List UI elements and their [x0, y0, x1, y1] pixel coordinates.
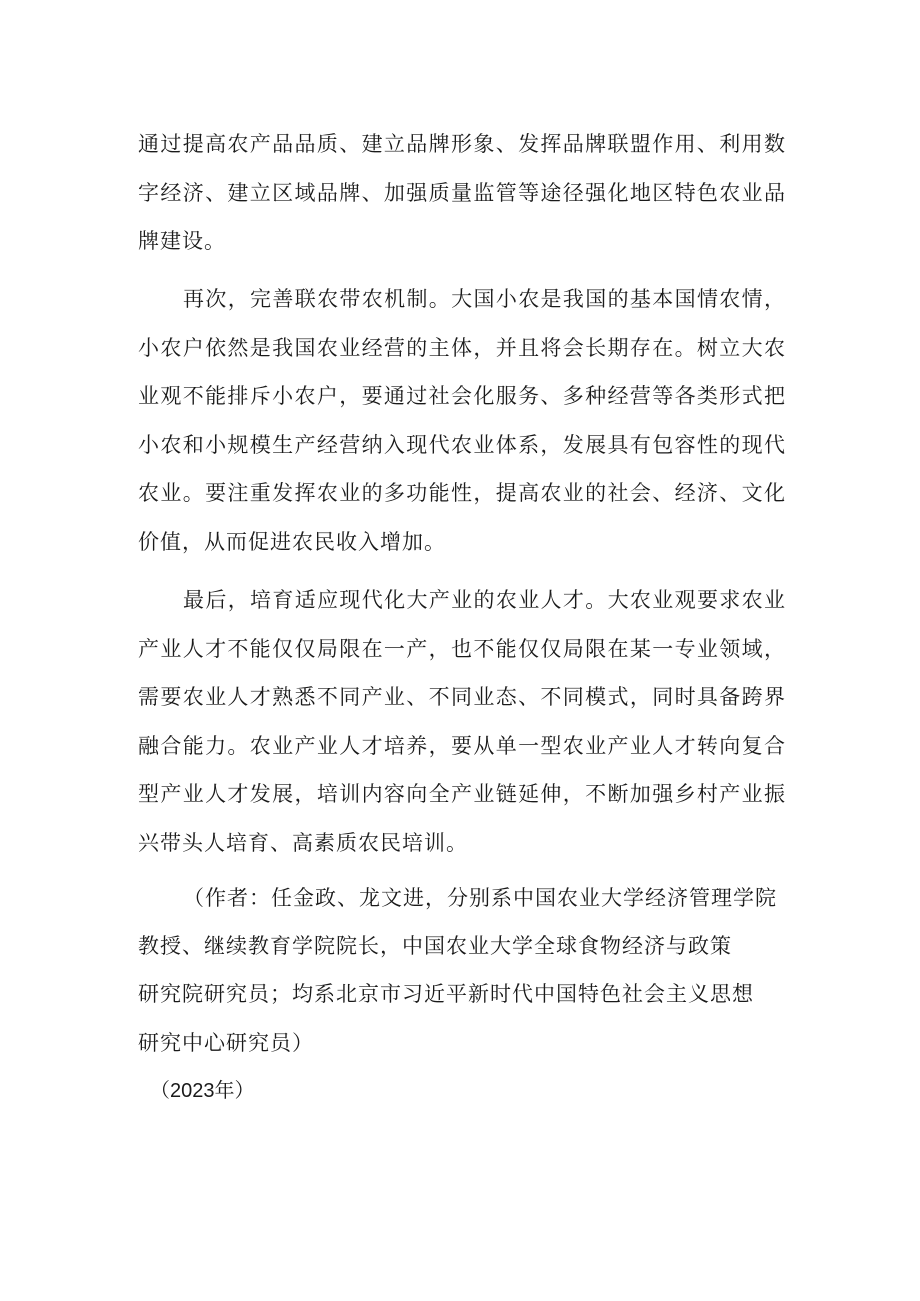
byline-line-1: （作者：任金政、龙文进，分别系中国农业大学经济管理学院 — [183, 886, 777, 910]
paragraph-brand-building: 通过提高农产品品质、建立品牌形象、发挥品牌联盟作用、利用数字经济、建立区域品牌、加强质量监管等途径强化地区特色农业品牌建设。 — [138, 132, 786, 253]
publication-year: （2023年） — [150, 1080, 255, 1102]
paragraph-farmer-linkage: 再次，完善联农带农机制。大国小农是我国的基本国情农情，小农户依然是我国农业经营的主体，并且将会长期存在。树立大农业观不能排斥小农户，要通过社会化服务、多种经营等各类形式把小农和小规模生产经营纳入现代农业体系，发展具有包容性的现代农业。要注重发挥农业的多功能性，提高农业的社会、经济、文化价值，从而促进农民收入增加。 — [138, 287, 786, 554]
byline-line-2: 教授、继续教育学院院长，中国农业大学全球食物经济与政策 — [138, 934, 732, 958]
paragraph-talent-cultivation: 最后，培育适应现代化大产业的农业人才。大农业观要求农业产业人才不能仅仅局限在一产，也不能仅仅局限在某一专业领域，需要农业人才熟悉不同产业、不同业态、不同模式，同时具备跨界融合能力。农业产业人才培养，要从单一型农业产业人才转向复合型产业人才发展，培训内容向全产业链延伸，不断加强乡村产业振兴带头人培育、高素质农民培训。 — [138, 588, 786, 855]
byline-line-4: 研究中心研究员） — [138, 1031, 314, 1055]
byline-line-3: 研究院研究员；均系北京市习近平新时代中国特色社会主义思想 — [138, 982, 754, 1006]
